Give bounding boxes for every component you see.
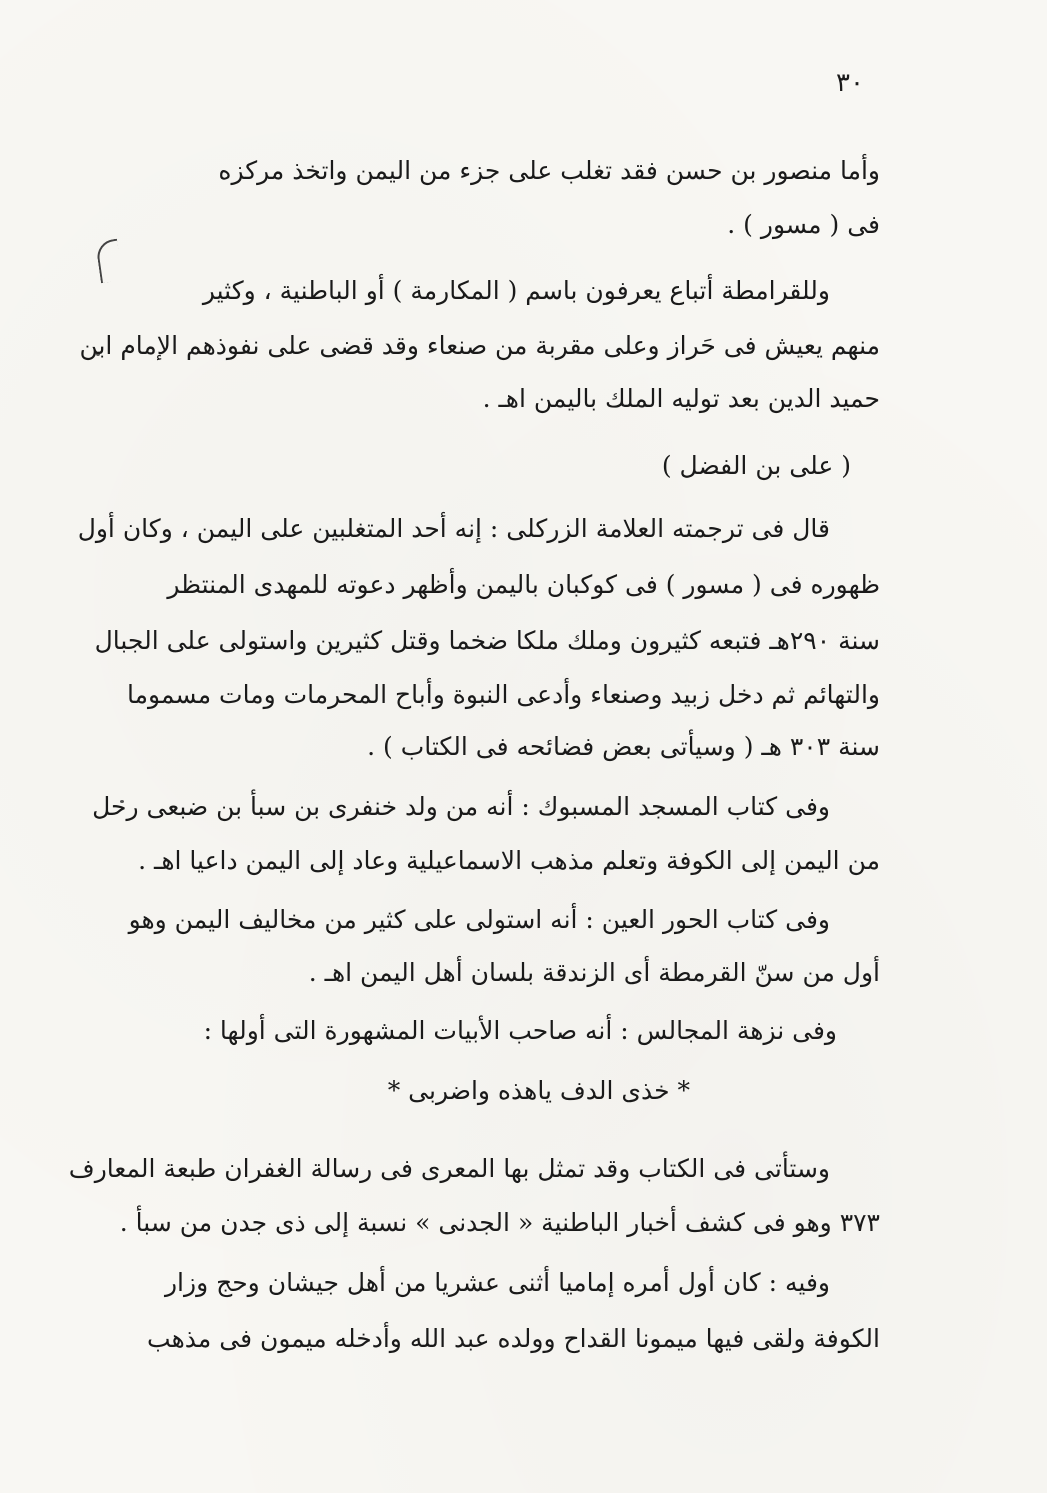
paragraph-1-line-1: وأما منصور بن حسن فقد تغلب على جزء من اليمن واتخذ مركزه	[218, 156, 880, 185]
paragraph-2-line-1: وللقرامطة أتباع يعرفون باسم ( المكارمة ) أو الباطنية ، وكثير	[202, 276, 830, 305]
paragraph-3-line-3: سنة ٢٩٠هـ فتبعه كثيرون وملك ملكا ضخما وقتل كثيرين واستولى على الجبال	[94, 626, 880, 655]
section-heading: ( على بن الفضل )	[661, 451, 851, 480]
paragraph-2-line-3: حميد الدين بعد توليه الملك باليمن اهـ .	[482, 384, 880, 413]
paragraph-3-line-5: سنة ٣٠٣ هـ ( وسيأتى بعض فضائحه فى الكتاب ) .	[367, 732, 880, 761]
paragraph-1-line-2: فى ( مسور ) .	[727, 210, 880, 239]
paragraph-2-line-2: منهم يعيش فى حَراز وعلى مقربة من صنعاء وقد قضى على نفوذهم الإمام ابن	[79, 331, 880, 360]
paragraph-5-line-2: أول من سنّ القرمطة أى الزندقة بلسان أهل اليمن اهـ .	[308, 958, 880, 987]
page-number: ٣٠	[836, 68, 864, 98]
paragraph-7-line-1: وستأتى فى الكتاب وقد تمثل بها المعرى فى رسالة الغفران طبعة المعارف	[68, 1154, 830, 1183]
paragraph-7-line-2: ٣٧٣ وهو فى كشف أخبار الباطنية « الجدنى » نسبة إلى ذى جدن من سبأ .	[119, 1208, 880, 1237]
paragraph-5-line-1: وفى كتاب الحور العين : أنه استولى على كثير من مخاليف اليمن وهو	[128, 905, 830, 934]
paragraph-3-line-4: والتهائم ثم دخل زبيد وصنعاء وأدعى النبوة وأباح المحرمات ومات مسموما	[127, 680, 880, 709]
margin-pen-mark	[95, 239, 123, 284]
paragraph-6: وفى نزهة المجالس : أنه صاحب الأبيات المشهورة التى أولها :	[203, 1016, 837, 1045]
paragraph-4-line-1: وفى كتاب المسجد المسبوك : أنه من ولد خنفرى بن سبأ بن ضبعى رحل	[92, 792, 830, 821]
paragraph-3-line-1: قال فى ترجمته العلامة الزركلى : إنه أحد المتغلبين على اليمن ، وكان أول	[77, 514, 830, 543]
paragraph-3-line-2: ظهوره فى ( مسور ) فى كوكبان باليمن وأظهر دعوته للمهدى المنتظر	[167, 570, 880, 599]
paragraph-8-line-2: الكوفة ولقى فيها ميمونا القداح وولده عبد الله وأدخله ميمون فى مذهب	[147, 1324, 880, 1353]
paragraph-8-line-1: وفيه : كان أول أمره إماميا أثنى عشريا من أهل جيشان وحج وزار	[164, 1268, 830, 1297]
paragraph-4-line-2: من اليمن إلى الكوفة وتعلم مذهب الاسماعيلية وعاد إلى اليمن داعيا اهـ .	[138, 846, 880, 875]
verse-line: * خذى الدف ياهذه واضربى *	[387, 1076, 690, 1105]
